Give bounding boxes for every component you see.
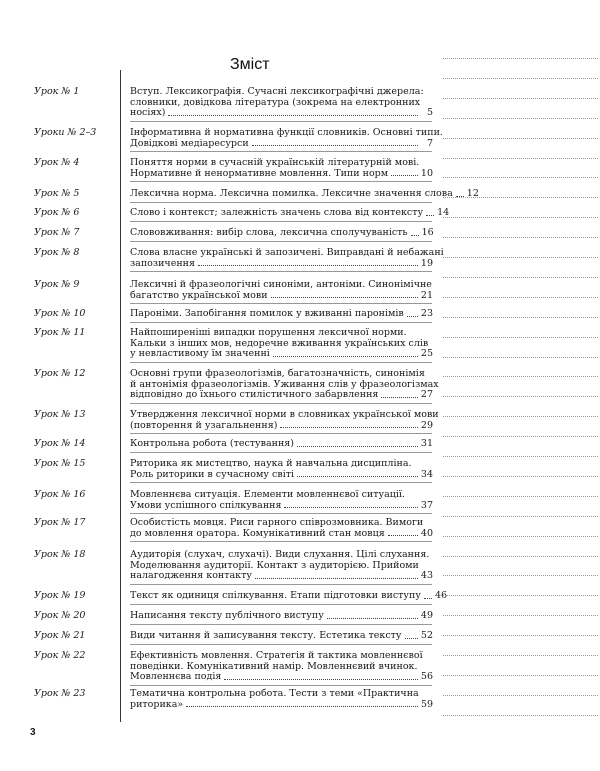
note-line [443,376,598,377]
toc-page-number: 49 [420,610,433,621]
toc-description-line: (повторення й узагальнення) [130,419,278,431]
toc-page-number: 37 [420,499,433,511]
note-line [443,456,598,457]
toc-description-last-line [130,631,433,642]
note-line [443,615,598,616]
toc-description-line: до мовлення оратора. Комунікативний стан мовця [130,527,385,539]
toc-lesson-label: Урок № 11 [34,327,86,338]
toc-page-number: 56 [420,671,433,683]
note-line [443,715,598,716]
toc-lesson-label: Урок № 1 [34,86,80,97]
toc-description-last-line [130,309,433,320]
note-line [443,496,598,497]
toc-separator [130,624,432,625]
page-title: Зміст [230,56,270,73]
dot-leader [284,507,417,508]
dot-leader [224,679,418,680]
toc-page-number: 12 [466,188,479,199]
toc-description [130,459,433,480]
toc-description [130,490,433,511]
note-line [443,138,598,139]
note-line [443,237,598,238]
note-line [443,436,598,437]
toc-separator [130,482,432,483]
toc-description [130,127,443,149]
toc-description-line: Текст як одиниця спілкування. Етапи підготовки виступу [130,590,421,601]
toc-description [130,550,433,582]
toc-separator [130,121,432,122]
dot-leader [198,265,418,266]
toc-lesson-label: Урок № 13 [34,409,86,420]
note-line [443,257,598,258]
toc-description-line: Аудиторія (слухач, слухачі). Види слухання. Цілі слухання. [130,549,430,560]
note-line [443,78,598,79]
toc-description-line: Моделювання аудиторії. Контакт з аудиторією. Прийоми [130,559,419,571]
toc-description-last-line [130,571,433,582]
dot-leader [297,446,418,447]
toc-lesson-label: Урок № 19 [34,590,86,601]
toc-page-number: 5 [426,107,433,119]
toc-lesson-label: Урок № 12 [34,368,86,379]
toc-description-last-line [130,421,433,432]
toc-description-line: Мовленнєва ситуація. Елементи мовленнєвої ситуації. [130,489,405,500]
toc-separator [130,221,432,222]
toc-description-line: запозичення [130,257,195,269]
toc-description-line: Особистість мовця. Риси гарного співрозмовника. Вимоги [130,517,424,528]
toc-description [130,228,433,239]
toc-separator [130,604,432,605]
note-line [443,177,598,178]
dot-leader [407,316,418,317]
toc-description-line: Лексичні й фразеологічні синоніми, антоніми. Синонімічне [130,279,432,290]
toc-description-line: Роль риторики в сучасному світі [130,468,295,480]
toc-description-line: Вступ. Лексикографія. Сучасні лексикографічні джерела: [130,86,424,97]
dot-leader [381,397,417,398]
toc-page-number: 40 [420,527,433,539]
note-line [443,655,598,656]
toc-lesson-label: Урок № 5 [34,188,80,199]
toc-page-number: 59 [420,698,433,710]
note-line [443,675,598,676]
note-line [443,575,598,576]
toc-separator [130,452,432,453]
toc-lesson-label: Урок № 16 [34,489,86,500]
toc-separator [130,362,432,363]
toc-description-line: словники, довідкова література (зокрема на електронних [130,96,421,108]
dot-leader [271,297,418,298]
toc-lesson-label: Урок № 7 [34,227,80,238]
dot-leader [297,476,418,477]
toc-page-number: 43 [420,570,433,582]
toc-page-number: 29 [420,419,433,431]
toc-description [130,518,433,539]
toc-description [130,590,448,602]
toc-description-line: Утвердження лексичної норми в словниках української мови [130,409,439,420]
note-line [443,695,598,696]
toc-page-number: 34 [420,468,433,480]
dot-leader [327,618,418,619]
page-number: 3 [30,727,36,738]
toc-description-line: Пароніми. Запобігання помилок у вживанні паронімів [130,308,404,319]
toc-description-last-line [130,188,479,200]
dot-leader [411,235,419,236]
dot-leader [280,427,417,428]
toc-separator [130,271,432,272]
toc-description [130,87,433,119]
note-line [443,197,598,198]
dot-leader [252,145,418,146]
toc-description-line: Контрольна робота (тестування) [130,438,294,449]
toc-description-line: носіях) [130,107,166,119]
toc-lesson-label: Уроки № 2–3 [34,127,97,138]
toc-description [130,207,450,219]
toc-description-last-line [130,349,433,360]
toc-separator [130,403,432,404]
toc-description-line: Написання тексту публічного виступу [130,610,324,621]
toc-description [130,188,479,200]
toc-description-line: Поняття норми в сучасній українській літературній мові. [130,157,420,168]
toc-separator [130,685,432,686]
toc-separator [130,181,432,182]
toc-description-last-line [130,501,433,512]
toc-page-number: 23 [420,308,433,319]
toc-separator [130,513,432,514]
toc-page-number: 16 [421,227,434,238]
note-line [443,536,598,537]
toc-description-line: у невластивому їм значенні [130,348,270,360]
note-line [443,277,598,278]
note-line [443,58,598,59]
toc-description-last-line [130,672,433,683]
toc-separator [130,541,432,542]
note-line [443,217,598,218]
note-line [443,556,598,557]
toc-description-line: риторика» [130,698,184,710]
note-line [443,118,598,119]
toc-description-line: Ефективність мовлення. Стратегія й тактика мовленнєвої [130,650,423,661]
toc-separator [130,202,432,203]
dot-leader [388,535,418,536]
toc-description-line: Слововживання: вибір слова, лексична сполучуваність [130,227,408,238]
toc-description [130,689,433,710]
note-line [443,357,598,358]
toc-page-number: 27 [420,389,433,401]
toc-page-number: 21 [420,289,433,301]
toc-lesson-label: Урок № 14 [34,438,86,449]
toc-description-line: Основні групи фразеологізмів, багатозначність, синонімія [130,368,425,379]
toc-description-last-line [130,529,433,540]
note-line [443,516,598,517]
toc-page-number: 14 [437,207,450,218]
toc-description-last-line [130,439,433,450]
toc-description-last-line [130,139,433,150]
note-line [443,98,598,99]
toc-lesson-label: Урок № 17 [34,517,86,528]
dot-leader [273,356,418,357]
toc-lesson-label: Урок № 18 [34,549,86,560]
toc-description [130,328,433,360]
toc-separator [130,322,432,323]
toc-description-line: Інформативна й нормативна функції словників. Основні типи. [130,127,443,138]
toc-lesson-label: Урок № 15 [34,458,86,469]
toc-lesson-label: Урок № 9 [34,279,80,290]
toc-description-last-line [130,470,433,481]
toc-description [130,409,439,431]
toc-description-line: й антонімія фразеологізмів. Уживання слів у фразеологізмах [130,378,439,390]
toc-separator [130,151,432,152]
toc-description-last-line [130,207,450,219]
toc-separator [130,644,432,645]
toc-description [130,651,433,683]
toc-description-line: Тематична контрольна робота. Тести з теми «Практична [130,688,419,699]
toc-page-number: 31 [420,438,433,449]
note-line [443,337,598,338]
toc-description-last-line [130,259,433,270]
toc-description [130,611,433,622]
toc-description-line: Види читання й записування тексту. Естетика тексту [130,630,402,641]
toc-page-number: 19 [420,257,433,269]
toc-description-line: Лексична норма. Лексична помилка. Лексичне значення слова [130,188,453,199]
toc-description [130,158,433,179]
toc-lesson-label: Урок № 4 [34,157,80,168]
toc-page-number: 46 [434,590,448,601]
toc-separator [130,303,432,304]
note-line [443,158,598,159]
toc-description [130,439,433,450]
toc-lesson-label: Урок № 23 [34,688,86,699]
toc-description-line: налагодження контакту [130,570,252,582]
dot-leader [424,598,432,599]
toc-description [130,280,433,301]
note-line [443,396,598,397]
toc-description-last-line [130,611,433,622]
note-line [443,297,598,298]
toc-description [130,309,433,320]
toc-description-line: Слово і контекст; залежність значень слова від контексту [130,207,424,218]
toc-description [130,368,439,401]
note-line [443,635,598,636]
dot-leader [186,706,418,707]
toc-description-last-line [130,291,433,302]
toc-description-last-line [130,228,433,239]
toc-description-line: поведінки. Комунікативний намір. Мовленнєвий вчинок. [130,660,418,672]
dot-leader [255,578,418,579]
toc-lesson-label: Урок № 8 [34,247,80,258]
toc-description-line: Довідкові медіаресурси [130,137,249,149]
toc-lesson-label: Урок № 20 [34,610,86,621]
toc-lesson-label: Урок № 22 [34,650,86,661]
note-line [443,317,598,318]
toc-description-line: Кальки з інших мов, недоречне вживання українських слів [130,337,429,349]
toc-description-line: Мовленнєва подія [130,671,222,683]
toc-description-last-line [130,390,433,401]
dot-leader [168,115,418,116]
toc-lesson-label: Урок № 10 [34,308,86,319]
note-line [443,416,598,417]
toc-separator [130,241,432,242]
toc-description [130,631,433,642]
toc-page-number: 10 [420,167,433,179]
toc-page-number: 25 [420,348,433,360]
dot-leader [391,175,418,176]
toc-description-last-line [130,590,448,602]
note-line [443,595,598,596]
toc-description-last-line [130,108,433,119]
toc-description-line: Риторика як мистецтво, наука й навчальна дисципліна. [130,458,412,469]
toc-description-line: багатство української мови [130,289,268,301]
toc-description-line: Найпоширеніші випадки порушення лексичної норми. [130,327,407,338]
toc-description-line: Нормативне й ненормативне мовлення. Типи норм [130,167,389,179]
toc-lesson-label: Урок № 21 [34,630,86,641]
toc-description-last-line [130,169,433,180]
toc-separator [130,433,432,434]
toc-description-line: відповідно до їхнього стилістичного забарвлення [130,389,379,401]
toc-page-number: 7 [426,137,433,149]
dot-leader [426,215,434,216]
toc-description-line: Умови успішного спілкування [130,499,282,511]
toc-description [130,247,444,269]
toc-lesson-label: Урок № 6 [34,207,80,218]
toc-description-line: Слова власне українські й запозичені. Виправдані й небажані [130,247,444,258]
toc-description-last-line [130,700,433,711]
column-divider [120,70,121,722]
note-line [443,476,598,477]
dot-leader [405,638,418,639]
toc-separator [130,584,432,585]
toc-page-number: 52 [420,630,433,641]
